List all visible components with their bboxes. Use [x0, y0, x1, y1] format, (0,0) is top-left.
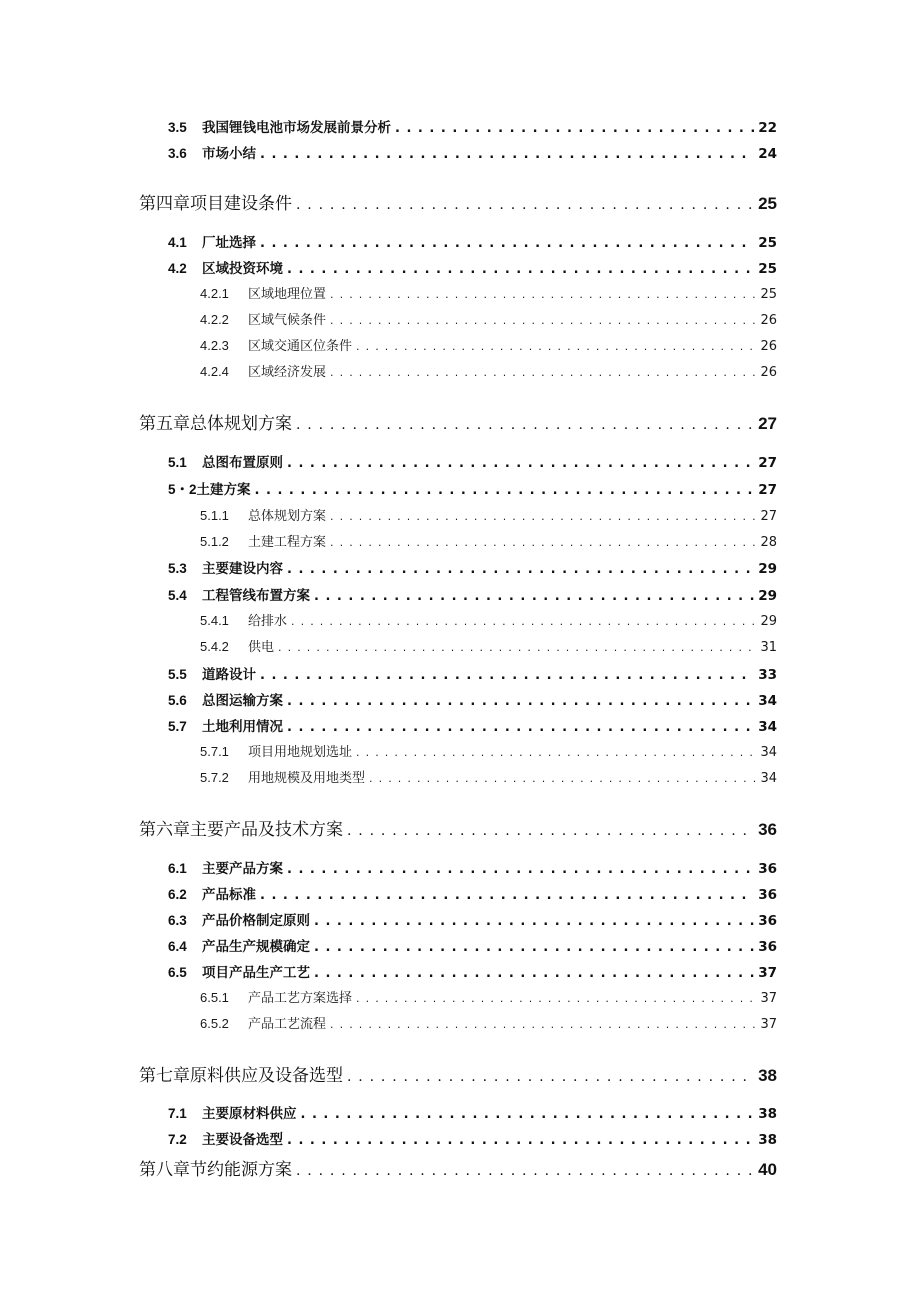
- dot-leader: [287, 262, 754, 277]
- toc-chapter-title: 第四章项目建设条件: [139, 194, 292, 214]
- toc-title: 土建工程方案: [248, 535, 327, 550]
- toc-page-number: 29: [758, 561, 777, 577]
- toc-entry-6-5-2[interactable]: [200, 1013, 777, 1032]
- toc-page-number: 33: [758, 667, 777, 683]
- dot-leader: [260, 147, 754, 162]
- toc-page-number: 27: [758, 414, 777, 433]
- dot-leader: [330, 366, 756, 379]
- toc-title: 主要建设内容: [202, 561, 283, 577]
- toc-entry-5-1-1[interactable]: [200, 505, 777, 524]
- toc-page-number: 28: [760, 535, 777, 550]
- toc-chapter-title: 第五章总体规划方案: [139, 414, 292, 434]
- toc-title: 区域投资环境: [202, 261, 283, 277]
- dot-leader: [296, 197, 754, 213]
- dot-leader: [330, 510, 756, 523]
- dot-leader: [395, 121, 754, 136]
- toc-title: 我国锂钱电池市场发展前景分析: [202, 120, 391, 136]
- toc-title: 产品工艺流程: [248, 1017, 327, 1032]
- dot-leader: [287, 456, 754, 471]
- dot-leader: [278, 641, 756, 654]
- toc-entry-3-6[interactable]: [168, 142, 777, 162]
- toc-title: 主要原材料供应: [202, 1106, 297, 1122]
- toc-entry-5-1-2[interactable]: [200, 531, 777, 550]
- toc-number: 5.5: [168, 667, 187, 682]
- dot-leader: [314, 914, 754, 929]
- toc-number: 5.6: [168, 693, 187, 708]
- toc-entry-5-1[interactable]: [168, 451, 777, 471]
- toc-entry-4-2-1[interactable]: [200, 283, 777, 302]
- toc-entry-4-2-3[interactable]: [200, 335, 777, 354]
- toc-title: 用地规模及用地类型: [248, 771, 366, 786]
- toc-number: 5.4.1: [200, 613, 229, 628]
- toc-page-number: 24: [758, 146, 777, 162]
- toc-entry-6-5[interactable]: [168, 961, 777, 981]
- dot-leader: [260, 668, 754, 683]
- toc-page-number: 34: [758, 719, 777, 735]
- dot-leader: [330, 314, 756, 327]
- toc-title: 主要产品方案: [202, 861, 283, 877]
- toc-page-number: 34: [758, 693, 777, 709]
- dot-leader: [260, 888, 754, 903]
- dot-leader: [356, 992, 756, 1005]
- dot-leader: [330, 1018, 756, 1031]
- toc-page-number: 36: [758, 861, 777, 877]
- toc-entry-6-4[interactable]: [168, 935, 777, 955]
- dot-leader: [291, 615, 756, 628]
- dot-leader: [287, 562, 754, 577]
- toc-entry-5-4-1[interactable]: [200, 610, 777, 629]
- toc-page-number: 25: [758, 261, 777, 277]
- dot-leader: [347, 823, 754, 839]
- toc-number: 7.1: [168, 1106, 187, 1121]
- toc-number: 4.2.1: [200, 286, 229, 301]
- toc-title: 区域经济发展: [248, 365, 327, 380]
- toc-number: 6.5: [168, 965, 187, 980]
- toc-title: 道路设计: [202, 667, 256, 683]
- toc-chapter-8[interactable]: [139, 1155, 777, 1180]
- dot-leader: [356, 746, 756, 759]
- toc-number: 4.2.3: [200, 338, 229, 353]
- toc-page-number: 34: [760, 771, 777, 786]
- dot-leader: [296, 417, 754, 433]
- toc-page-number: 40: [758, 1160, 777, 1179]
- dot-leader: [314, 966, 754, 981]
- toc-entry-7-1[interactable]: [168, 1102, 777, 1122]
- toc-entry-6-1[interactable]: [168, 857, 777, 877]
- toc-entry-5-2[interactable]: [168, 478, 777, 498]
- toc-title: 总体规划方案: [248, 509, 327, 524]
- dot-leader: [260, 236, 754, 251]
- toc-title: 土建方案: [196, 482, 251, 498]
- toc-number: 6.3: [168, 913, 187, 928]
- toc-chapter-title: 第七章原料供应及设备选型: [139, 1066, 343, 1086]
- toc-entry-5-3[interactable]: [168, 557, 777, 577]
- toc-entry-4-2[interactable]: [168, 257, 777, 277]
- toc-number: 5.7.2: [200, 770, 229, 785]
- toc-title: 项目产品生产工艺: [202, 965, 310, 981]
- toc-number: 5.1.2: [200, 534, 229, 549]
- toc-title: 产品价格制定原则: [202, 913, 310, 929]
- toc-title: 工程管线布置方案: [202, 588, 310, 604]
- toc-entry-5-7-1[interactable]: [200, 741, 777, 760]
- toc-page-number: 25: [758, 194, 777, 213]
- toc-title: 产品生产规模确定: [202, 939, 310, 955]
- toc-page-number: 27: [758, 482, 777, 498]
- toc-page-number: 37: [758, 965, 777, 981]
- dot-leader: [314, 589, 754, 604]
- toc-page-number: 36: [758, 913, 777, 929]
- dot-leader: [330, 288, 756, 301]
- toc-entry-3-5[interactable]: [168, 116, 777, 136]
- toc-page-number: 37: [760, 1017, 777, 1032]
- toc-title: 产品工艺方案选择: [248, 991, 353, 1006]
- toc-page-number: 36: [758, 939, 777, 955]
- toc-title: 区域气候条件: [248, 313, 327, 328]
- dot-leader: [347, 1069, 754, 1085]
- toc-number: 5.4.2: [200, 639, 229, 654]
- toc-number: 5.7.1: [200, 744, 229, 759]
- toc-number: 5.1: [168, 455, 187, 470]
- toc-page-number: 29: [758, 588, 777, 604]
- toc-number: 4.2.2: [200, 312, 229, 327]
- toc-page-number: 22: [758, 120, 777, 136]
- toc-number: 5・2: [168, 482, 197, 497]
- dot-leader: [301, 1107, 755, 1122]
- toc-entry-5-4-2[interactable]: [200, 636, 777, 655]
- dot-leader: [314, 940, 754, 955]
- toc-title: 供电: [248, 640, 275, 655]
- toc-number: 6.2: [168, 887, 187, 902]
- toc-page-number: 29: [760, 614, 777, 629]
- toc-page-number: 26: [760, 339, 777, 354]
- toc-entry-5-6[interactable]: [168, 689, 777, 709]
- toc-page-number: 36: [758, 820, 777, 839]
- dot-leader: [287, 720, 754, 735]
- toc-number: 4.2: [168, 261, 187, 276]
- dot-leader: [287, 862, 754, 877]
- toc-page-number: 34: [760, 745, 777, 760]
- toc-title: 区域交通区位条件: [248, 339, 353, 354]
- dot-leader: [330, 536, 756, 549]
- toc-entry-5-4[interactable]: [168, 584, 777, 604]
- toc-page-number: 26: [760, 365, 777, 380]
- toc-title: 总图布置原则: [202, 455, 283, 471]
- dot-leader: [287, 1133, 754, 1148]
- toc-page-number: 36: [758, 887, 777, 903]
- toc-entry-6-3[interactable]: [168, 909, 777, 929]
- toc-number: 7.2: [168, 1132, 187, 1147]
- toc-entry-5-5[interactable]: [168, 663, 777, 683]
- toc-page-number: 37: [760, 991, 777, 1006]
- toc-entry-5-7-2[interactable]: [200, 767, 777, 786]
- toc-page-number: 27: [760, 509, 777, 524]
- toc-page-number: 25: [760, 287, 777, 302]
- toc-chapter-7[interactable]: [139, 1061, 777, 1086]
- toc-entry-4-2-4[interactable]: [200, 361, 777, 380]
- toc-title: 土地利用情况: [202, 719, 283, 735]
- toc-page-number: 38: [758, 1132, 777, 1148]
- toc-title: 项目用地规划选址: [248, 745, 353, 760]
- toc-entry-6-5-1[interactable]: [200, 987, 777, 1006]
- toc-page-number: 27: [758, 455, 777, 471]
- toc-title: 给排水: [248, 614, 288, 629]
- toc-page-number: 31: [760, 640, 777, 655]
- toc-title: 总图运输方案: [202, 693, 283, 709]
- toc-chapter-6[interactable]: [139, 815, 777, 840]
- toc-number: 3.5: [168, 120, 187, 135]
- toc-number: 4.1: [168, 235, 187, 250]
- toc-number: 5.7: [168, 719, 187, 734]
- dot-leader: [369, 772, 756, 785]
- toc-page-number: 38: [758, 1066, 777, 1085]
- toc-entry-4-1[interactable]: [168, 231, 777, 251]
- toc-entry-7-2[interactable]: [168, 1128, 777, 1148]
- toc-chapter-5[interactable]: [139, 409, 777, 434]
- toc-number: 6.5.1: [200, 990, 229, 1005]
- toc-number: 6.4: [168, 939, 187, 954]
- toc-number: 5.1.1: [200, 508, 229, 523]
- toc-chapter-4[interactable]: [139, 189, 777, 214]
- toc-number: 6.1: [168, 861, 187, 876]
- dot-leader: [356, 340, 756, 353]
- dot-leader: [255, 483, 755, 498]
- toc-title: 厂址选择: [202, 235, 256, 251]
- toc-title: 市场小结: [202, 146, 256, 162]
- toc-entry-4-2-2[interactable]: [200, 309, 777, 328]
- toc-number: 4.2.4: [200, 364, 229, 379]
- toc-number: 5.4: [168, 588, 187, 603]
- toc-page-number: 25: [758, 235, 777, 251]
- toc-entry-5-7[interactable]: [168, 715, 777, 735]
- toc-chapter-title: 第八章节约能源方案: [139, 1160, 292, 1180]
- toc-number: 5.3: [168, 561, 187, 576]
- toc-entry-6-2[interactable]: [168, 883, 777, 903]
- toc-chapter-title: 第六章主要产品及技术方案: [139, 820, 343, 840]
- toc-page-number: 38: [758, 1106, 777, 1122]
- dot-leader: [287, 694, 754, 709]
- toc-title: 产品标准: [202, 887, 256, 903]
- toc-number: 3.6: [168, 146, 187, 161]
- toc-title: 主要设备选型: [202, 1132, 283, 1148]
- toc-page-number: 26: [760, 313, 777, 328]
- toc-number: 6.5.2: [200, 1016, 229, 1031]
- toc-title: 区域地理位置: [248, 287, 327, 302]
- dot-leader: [296, 1163, 754, 1179]
